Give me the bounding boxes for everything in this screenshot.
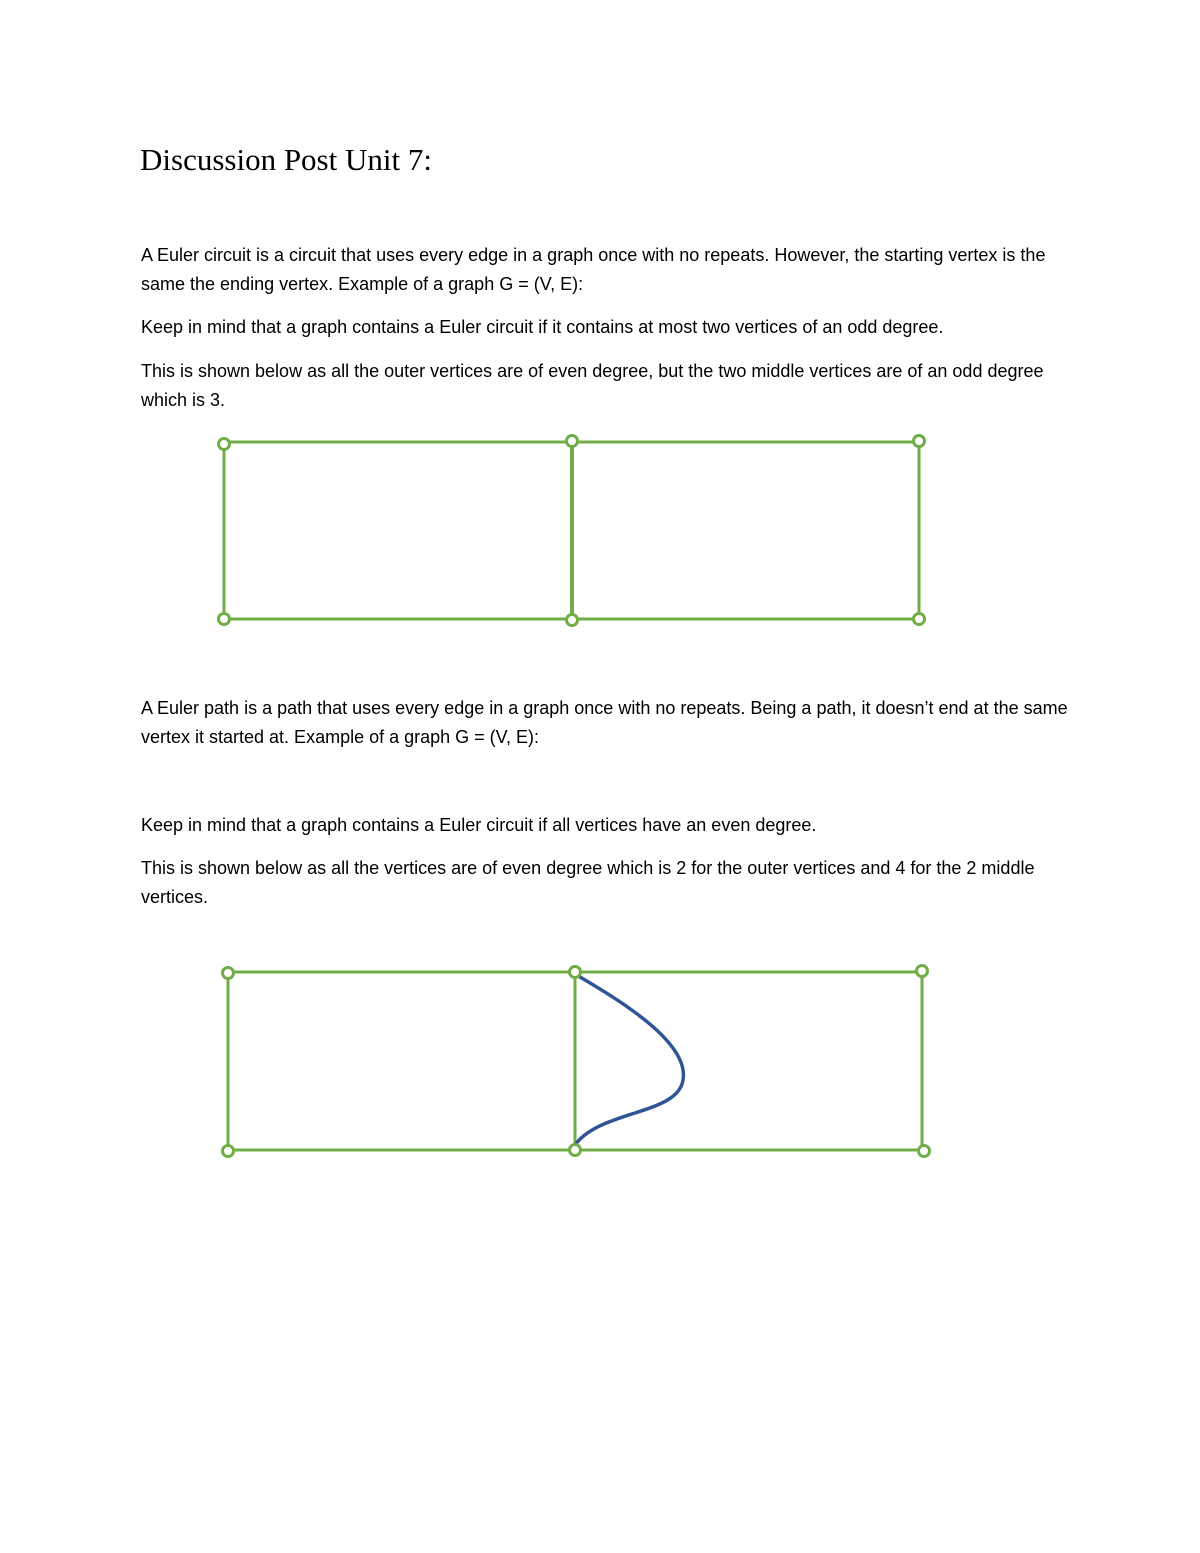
euler-circuit-graph [0, 425, 1200, 635]
document-title: Discussion Post Unit 7: [140, 142, 432, 177]
graph1-vertex-top-right [914, 436, 925, 447]
graph1-vertex-bottom-left [219, 614, 230, 625]
graph1-vertex-top-left [219, 439, 230, 450]
paragraph-euler-path-definition: A Euler path is a path that uses every edge in a graph once with no repeats. Being a path, it doesn’t end at the same vertex it started at. Example of a graph G = (V, E): [141, 698, 1068, 747]
graph2-vertex-top-left [223, 968, 234, 979]
graph1-vertex-bottom-right [914, 614, 925, 625]
euler-path-graph [0, 955, 1200, 1165]
graph2-vertex-bottom-left [223, 1146, 234, 1157]
graph2-vertex-bottom-right [919, 1146, 930, 1157]
graph2-vertex-top-middle [570, 967, 581, 978]
graph1-vertex-bottom-middle [567, 615, 578, 626]
graph2-vertex-top-right [917, 966, 928, 977]
paragraph-euler-circuit-definition: A Euler circuit is a circuit that uses every edge in a graph once with no repeats. However, the starting vertex is the same the ending vertex. Example of a graph G = (V, E): [141, 245, 1046, 294]
paragraph-euler-circuit-condition: Keep in mind that a graph contains a Euler circuit if it contains at most two vertices of an odd degree. [141, 317, 944, 337]
paragraph-euler-path-explanation: This is shown below as all the vertices are of even degree which is 2 for the outer vertices and 4 for the 2 middle vertices. [141, 858, 1035, 907]
graph1-vertex-top-middle [567, 436, 578, 447]
paragraph-euler-path-condition: Keep in mind that a graph contains a Euler circuit if all vertices have an even degree. [141, 815, 817, 835]
graph2-curved-edge [575, 974, 683, 1145]
graph2-vertex-bottom-middle [570, 1145, 581, 1156]
paragraph-euler-circuit-explanation: This is shown below as all the outer vertices are of even degree, but the two middle vertices are of an odd degree which is 3. [141, 361, 1044, 410]
